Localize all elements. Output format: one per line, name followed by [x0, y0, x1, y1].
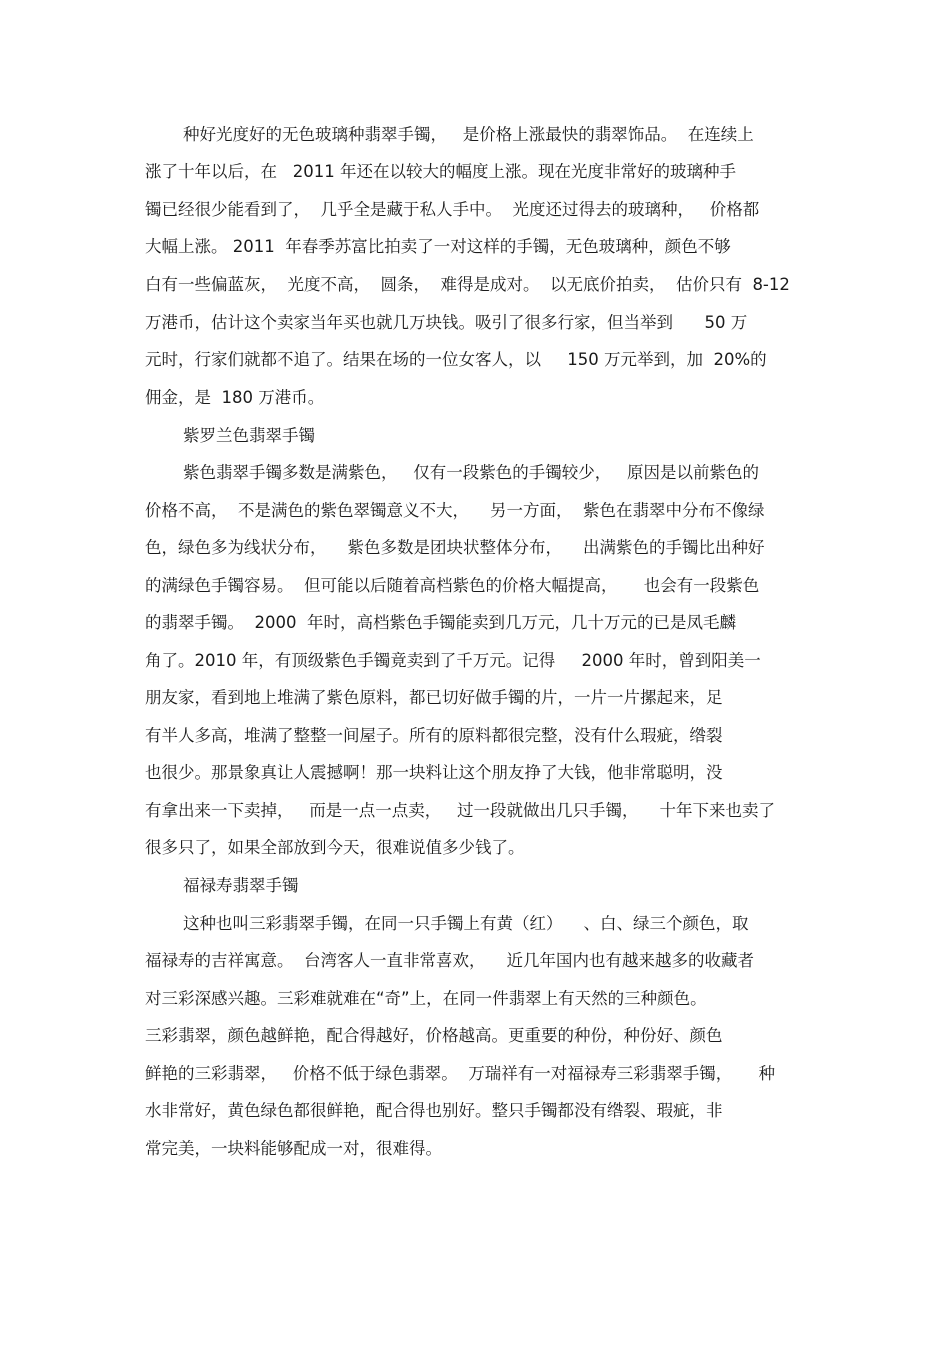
paragraph-line: 的翡翠手镯。 2000 年时，高档紫色手镯能卖到几万元，几十万元的已是凤毛麟: [145, 613, 736, 632]
paragraph-line: 也很少。那景象真让人震撼啊！那一块料让这个朋友挣了大钱，他非常聪明，没: [145, 763, 723, 782]
paragraph-line: 价格不高， 不是满色的紫色翠镯意义不大， 另一方面， 紫色在翡翠中分布不像绿: [145, 501, 765, 520]
paragraph-line: 白有一些偏蓝灰， 光度不高， 圆条， 难得是成对。 以无底价拍卖， 估价只有 8-12: [145, 275, 790, 294]
paragraph-line: 的满绿色手镯容易。 但可能以后随着高档紫色的价格大幅提高， 也会有一段紫色: [145, 576, 760, 595]
paragraph-line: 种好光度好的无色玻璃种翡翠手镯， 是价格上涨最快的翡翠饰品。 在连续上: [183, 125, 754, 144]
paragraph-line: 三彩翡翠，颜色越鲜艳，配合得越好，价格越高。更重要的种份，种份好、颜色: [145, 1026, 723, 1045]
paragraph-line: 对三彩深感兴趣。三彩难就难在“奇”上，在同一件翡翠上有天然的三种颜色。: [145, 989, 707, 1008]
paragraph-line: 朋友家，看到地上堆满了紫色原料，都已切好做手镯的片，一片一片摞起来，足: [145, 688, 723, 707]
paragraph-line: 万港币，估计这个卖家当年买也就几万块钱。吸引了很多行家，但当举到 50 万: [145, 313, 748, 332]
section-heading-fulushou: 福禄寿翡翠手镯: [183, 876, 299, 895]
paragraph-line: 元时，行家们就都不追了。结果在场的一位女客人，以 150 万元举到，加 20%的: [145, 350, 767, 369]
paragraph-line: 有拿出来一下卖掉， 而是一点一点卖， 过一段就做出几只手镯， 十年下来也卖了: [145, 801, 775, 820]
paragraph-line: 色，绿色多为线状分布， 紫色多数是团块状整体分布， 出满紫色的手镯比出种好: [145, 538, 765, 557]
paragraph-line: 这种也叫三彩翡翠手镯，在同一只手镯上有黄（红） 、白、绿三个颜色，取: [183, 914, 749, 933]
paragraph-line: 很多只了，如果全部放到今天，很难说值多少钱了。: [145, 838, 525, 857]
paragraph-line: 大幅上涨。 2011 年春季苏富比拍卖了一对这样的手镯，无色玻璃种，颜色不够: [145, 237, 731, 256]
paragraph-line: 镯已经很少能看到了， 几乎全是藏于私人手中。 光度还过得去的玻璃种， 价格都: [145, 200, 760, 219]
paragraph-line: 紫色翡翠手镯多数是满紫色， 仅有一段紫色的手镯较少， 原因是以前紫色的: [183, 463, 759, 482]
paragraph-line: 福禄寿的吉祥寓意。 台湾客人一直非常喜欢， 近几年国内也有越来越多的收藏者: [145, 951, 754, 970]
section-heading-violet: 紫罗兰色翡翠手镯: [183, 426, 315, 445]
paragraph-line: 常完美，一块料能够配成一对，很难得。: [145, 1139, 442, 1158]
paragraph-line: 涨了十年以后，在 2011 年还在以较大的幅度上涨。现在光度非常好的玻璃种手: [145, 162, 736, 181]
paragraph-line: 角了。2010 年，有顶级紫色手镯竟卖到了千万元。记得 2000 年时，曾到阳美一: [145, 651, 761, 670]
paragraph-line: 鲜艳的三彩翡翠， 价格不低于绿色翡翠。 万瑞祥有一对福禄寿三彩翡翠手镯， 种: [145, 1064, 775, 1083]
paragraph-line: 水非常好，黄色绿色都很鲜艳，配合得也别好。整只手镯都没有绺裂、瑕疵，非: [145, 1101, 723, 1120]
paragraph-line: 有半人多高，堆满了整整一间屋子。所有的原料都很完整，没有什么瑕疵，绺裂: [145, 726, 723, 745]
paragraph-line: 佣金，是 180 万港币。: [145, 388, 325, 407]
